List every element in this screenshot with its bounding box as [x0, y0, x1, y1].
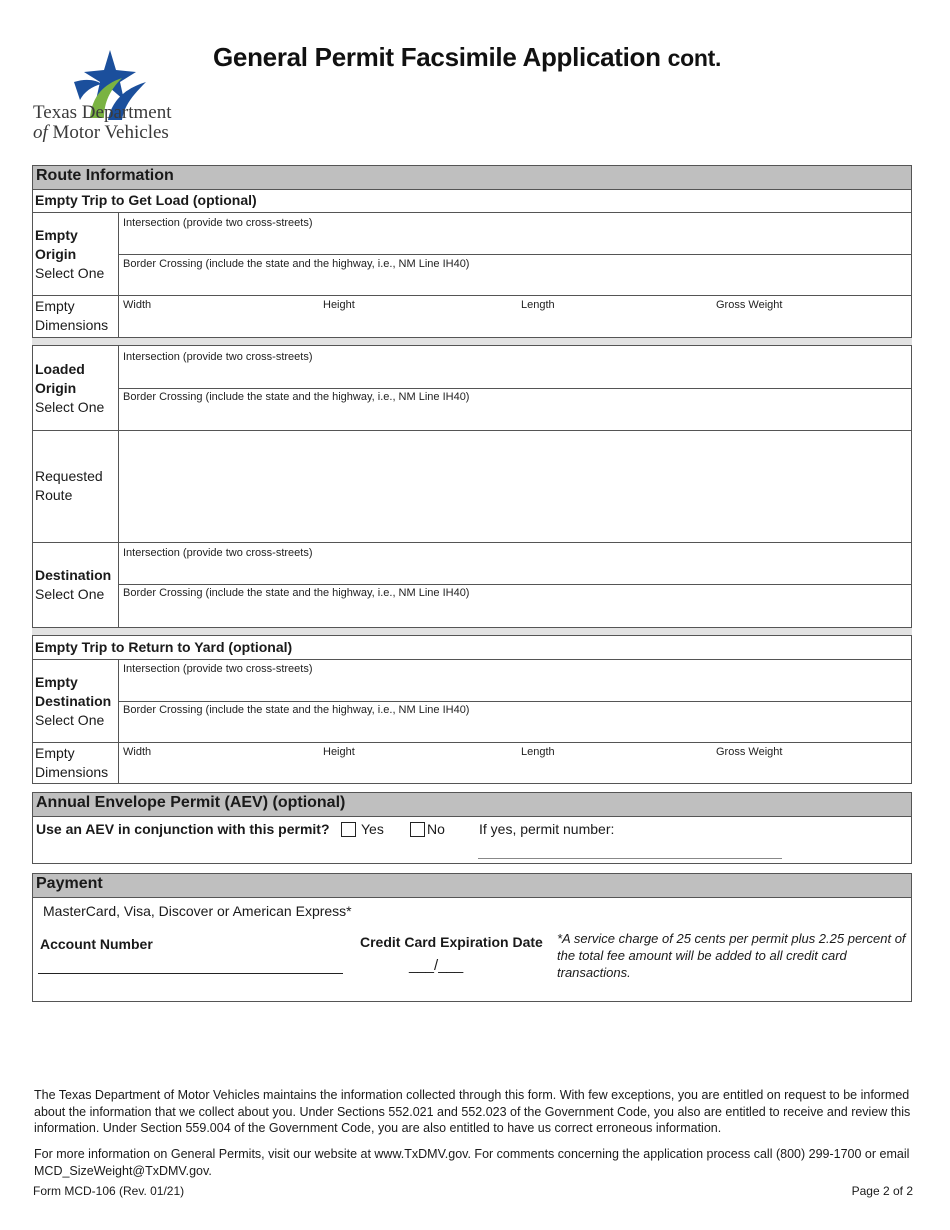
aev-header: Annual Envelope Permit (AEV) (optional): [33, 793, 911, 816]
empty-origin-intersection-field[interactable]: Intersection (provide two cross-streets): [123, 217, 313, 229]
loaded-origin-intersection-field[interactable]: Intersection (provide two cross-streets): [123, 351, 313, 363]
accepted-cards: MasterCard, Visa, Discover or American Express*: [43, 903, 352, 919]
aev-permit-number-field[interactable]: [478, 858, 782, 859]
privacy-notice: The Texas Department of Motor Vehicles maintains the information collected through this form. With few exceptions, you are entitled on request to be informed about the information that we collect about you. Under Sections 552.021 and 552.023 of the Government Code, you also are entitled to receive and review this information. Under Section 559.004 of the Government Code, you are also entitled to have us correct erroneous information.: [34, 1088, 911, 1135]
loaded-origin-label: Loaded Origin Select One: [35, 361, 105, 415]
destination-border-field[interactable]: Border Crossing (include the state and the highway, i.e., NM Line IH40): [123, 587, 470, 599]
return-height-field[interactable]: Height: [323, 746, 355, 758]
return-empty-dimensions-label: Empty Dimensions: [35, 745, 109, 780]
empty-width-field[interactable]: Width: [123, 299, 152, 311]
return-width-field[interactable]: Width: [123, 746, 152, 758]
route-information-header: Route Information: [33, 166, 911, 189]
empty-dimensions-label: Empty Dimensions: [35, 298, 109, 333]
empty-trip-heading: Empty Trip to Get Load (optional): [35, 192, 257, 208]
page-number: Page 2 of 2: [851, 1184, 913, 1198]
empty-gross-weight-field[interactable]: Gross Weight: [716, 299, 783, 311]
destination-intersection-field[interactable]: Intersection (provide two cross-streets): [123, 547, 313, 559]
payment-header: Payment: [33, 874, 911, 897]
loaded-origin-border-field[interactable]: Border Crossing (include the state and the highway, i.e., NM Line IH40): [123, 391, 470, 403]
section-gap: [32, 627, 912, 636]
org-name-line2: of Motor Vehicles: [33, 122, 169, 143]
empty-length-field[interactable]: Length: [521, 299, 555, 311]
form-id: Form MCD-106 (Rev. 01/21): [33, 1184, 185, 1198]
account-number-label: Account Number: [40, 936, 153, 952]
empty-origin-label: Empty Origin Select One: [35, 227, 105, 281]
expiration-label: Credit Card Expiration Date: [360, 934, 543, 950]
org-name-line1: Texas Department: [33, 102, 172, 123]
empty-destination-intersection-field[interactable]: Intersection (provide two cross-streets): [123, 663, 313, 675]
logo-text: [33, 103, 171, 143]
empty-origin-border-field[interactable]: Border Crossing (include the state and the highway, i.e., NM Line IH40): [123, 258, 470, 270]
empty-destination-label: Empty Destination Select One: [35, 674, 112, 728]
more-info: For more information on General Permits, visit our website at www.TxDMV.gov. For comments concerning the application process call (800) 299-1700 or email MCD_SizeWeight@TxDMV.gov.: [34, 1147, 910, 1178]
requested-route-field[interactable]: [119, 431, 911, 541]
section-gap: [32, 337, 912, 346]
service-charge-note: *A service charge of 25 cents per permit plus 2.25 percent of the total fee amount will be added to all credit card transactions.: [557, 931, 906, 980]
aev-yes-label: Yes: [361, 821, 384, 837]
aev-question: Use an AEV in conjunction with this permit?: [36, 821, 330, 837]
return-trip-heading: Empty Trip to Return to Yard (optional): [35, 639, 293, 655]
aev-yes-checkbox[interactable]: [341, 822, 356, 837]
empty-height-field[interactable]: Height: [323, 299, 355, 311]
aev-no-checkbox[interactable]: [410, 822, 425, 837]
aev-permit-number-label: If yes, permit number:: [479, 821, 615, 837]
expiration-field[interactable]: ___/___: [409, 957, 464, 974]
return-length-field[interactable]: Length: [521, 746, 555, 758]
page-title: General Permit Facsimile Application cont.: [213, 42, 722, 72]
aev-no-label: No: [427, 821, 445, 837]
return-gross-weight-field[interactable]: Gross Weight: [716, 746, 783, 758]
empty-destination-border-field[interactable]: Border Crossing (include the state and the highway, i.e., NM Line IH40): [123, 704, 470, 716]
requested-route-label: Requested Route: [35, 468, 103, 503]
account-number-field[interactable]: [38, 973, 343, 974]
destination-label: Destination Select One: [35, 567, 112, 602]
